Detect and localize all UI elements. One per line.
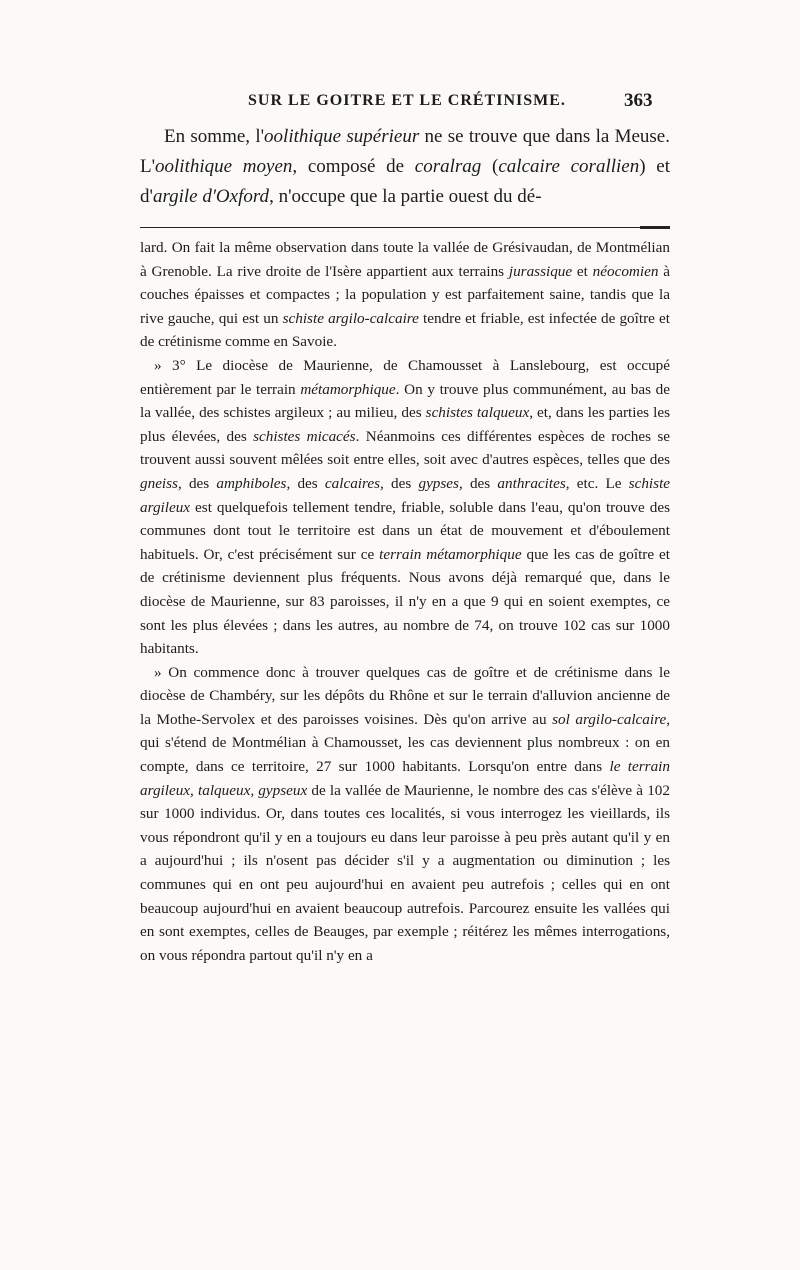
lead-paragraph-block xyxy=(140,122,670,212)
italic-term: calcaire corallien xyxy=(498,156,640,177)
italic-term: sol argilo-calcaire xyxy=(552,710,667,728)
italic-term: le terrain argileux, talqueux, gypseux xyxy=(140,758,670,799)
text-run: ) et d' xyxy=(140,156,670,207)
text-run: , des xyxy=(177,474,217,492)
quoted-text-block xyxy=(140,236,670,967)
text-run: ne se trouve que dans la Meuse. L' xyxy=(140,126,670,177)
italic-term: schiste argileux xyxy=(140,474,671,516)
text-run: » 3° Le diocèse de Maurienne, de Chamousset à Lanslebourg, est occupé entièrement par le terrain xyxy=(140,356,670,398)
text-run: tendre et friable, est infectée de goître et de crétinisme comme en Savoie. xyxy=(140,309,670,351)
page-number: 363 xyxy=(624,90,653,111)
italic-term: argile d'Oxford xyxy=(152,186,270,207)
body-paragraph-2 xyxy=(140,354,670,661)
italic-term: schiste argilo-calcaire xyxy=(282,309,419,327)
text-run: lard. On fait la même observation dans toute la vallée de Grésivaudan, de Montmélian à Grenoble. La rive droite de l'Isère appartient aux terrains xyxy=(140,239,670,280)
text-run: , qui s'étend de Montmélian à Chamousset, les cas deviennent plus nombreux : on en compte, dans ce territoire, 27 sur 1000 habitants. Lorsqu'on entre dans xyxy=(140,710,670,776)
running-head xyxy=(0,92,800,116)
italic-term: terrain métamorphique xyxy=(379,545,522,563)
text-run: ( xyxy=(481,156,499,177)
italic-term: schistes micacés xyxy=(253,427,356,445)
italic-term: amphiboles xyxy=(216,474,287,492)
text-run: , des xyxy=(286,474,325,492)
text-run: » On commence donc à trouver quelques cas de goître et de crétinisme dans le diocèse de Chambéry, sur les dépôts du Rhône et sur le terrain d'alluvion ancienne de la Mothe-Servolex et des paroisses voisines. Dès qu'on arrive au xyxy=(140,663,670,728)
text-run: que les cas de goître et de crétinisme deviennent plus fréquents. Nous avons déjà remarqué que, dans le diocèse de Maurienne, sur 83 paroisses, il n'y en a que 9 qui en soient exemptes, ce sont les plus élevées ; dans les autres, au nombre de 74, on trouve 102 cas sur 1000 habitants. xyxy=(140,545,670,658)
text-run: à couches épaisses et compactes ; la population y est parfaitement saine, tandis que la rive gauche, qui est un xyxy=(140,262,670,327)
body-paragraph-3 xyxy=(140,661,670,968)
section-divider xyxy=(140,227,670,228)
text-run: et xyxy=(572,262,593,280)
italic-term: gypses xyxy=(418,474,459,492)
lead-paragraph xyxy=(140,122,670,212)
italic-term: néocomien xyxy=(592,262,659,280)
italic-term: oolithique supérieur xyxy=(264,126,420,147)
italic-term: oolithique moyen xyxy=(155,156,293,177)
text-run: , etc. Le xyxy=(565,474,629,492)
text-run: , et, dans les parties les plus élevées, des xyxy=(140,404,670,445)
italic-term: gneiss xyxy=(140,474,178,492)
text-run: est quelquefois tellement tendre, friable, soluble dans l'eau, qu'on trouve des communes dont tout le territoire est dans un état de mouvement et d'éboulement habituels. Or, c'est précisément sur ce xyxy=(140,498,670,563)
italic-term: jurassique xyxy=(508,262,573,280)
text-run: , des xyxy=(380,474,419,492)
text-run: . On y trouve plus communément, au bas de la vallée, des schistes argileux ; au milieu, des xyxy=(140,380,670,422)
italic-term: métamorphique xyxy=(300,380,396,398)
italic-term: schistes talqueux xyxy=(425,404,530,422)
text-run: , des xyxy=(458,474,498,492)
italic-term: anthracites xyxy=(497,474,566,492)
italic-term: calcaires xyxy=(324,474,381,492)
body-paragraph-1 xyxy=(140,236,670,354)
text-run: , n'occupe que la partie ouest du dé- xyxy=(269,186,542,207)
text-run: de la vallée de Maurienne, le nombre des cas s'élève à 102 sur 1000 individus. Or, dans toutes ces localités, si vous interrogez les vieillards, ils vous répondront qu'il y en a toujours eu dans leur paroisse à peu près autant qu'il y en a aujourd'hui ; ils n'osent pas décider s'il y a augmentation ou diminution ; les communes qui en ont peu aujourd'hui en avaient peu autrefois ; celles qui en ont beaucoup aujourd'hui en avaient beaucoup autrefois. Parcourez ensuite les vallées qui en sont exemptes, celles de Beauges, par exemple ; réitérez les mêmes interrogations, on vous répondra partout qu'il n'y en a xyxy=(140,781,670,964)
text-run: En somme, l' xyxy=(164,126,265,147)
running-title: SUR LE GOITRE ET LE CRÉTINISME. xyxy=(248,92,566,109)
text-run: . Néanmoins ces différentes espèces de roches se trouvent aussi souvent mêlées soit entre elles, soit avec d'autres espèces, telles que des xyxy=(140,427,671,469)
italic-term: coralrag xyxy=(414,156,482,177)
text-run: , composé de xyxy=(292,156,415,177)
